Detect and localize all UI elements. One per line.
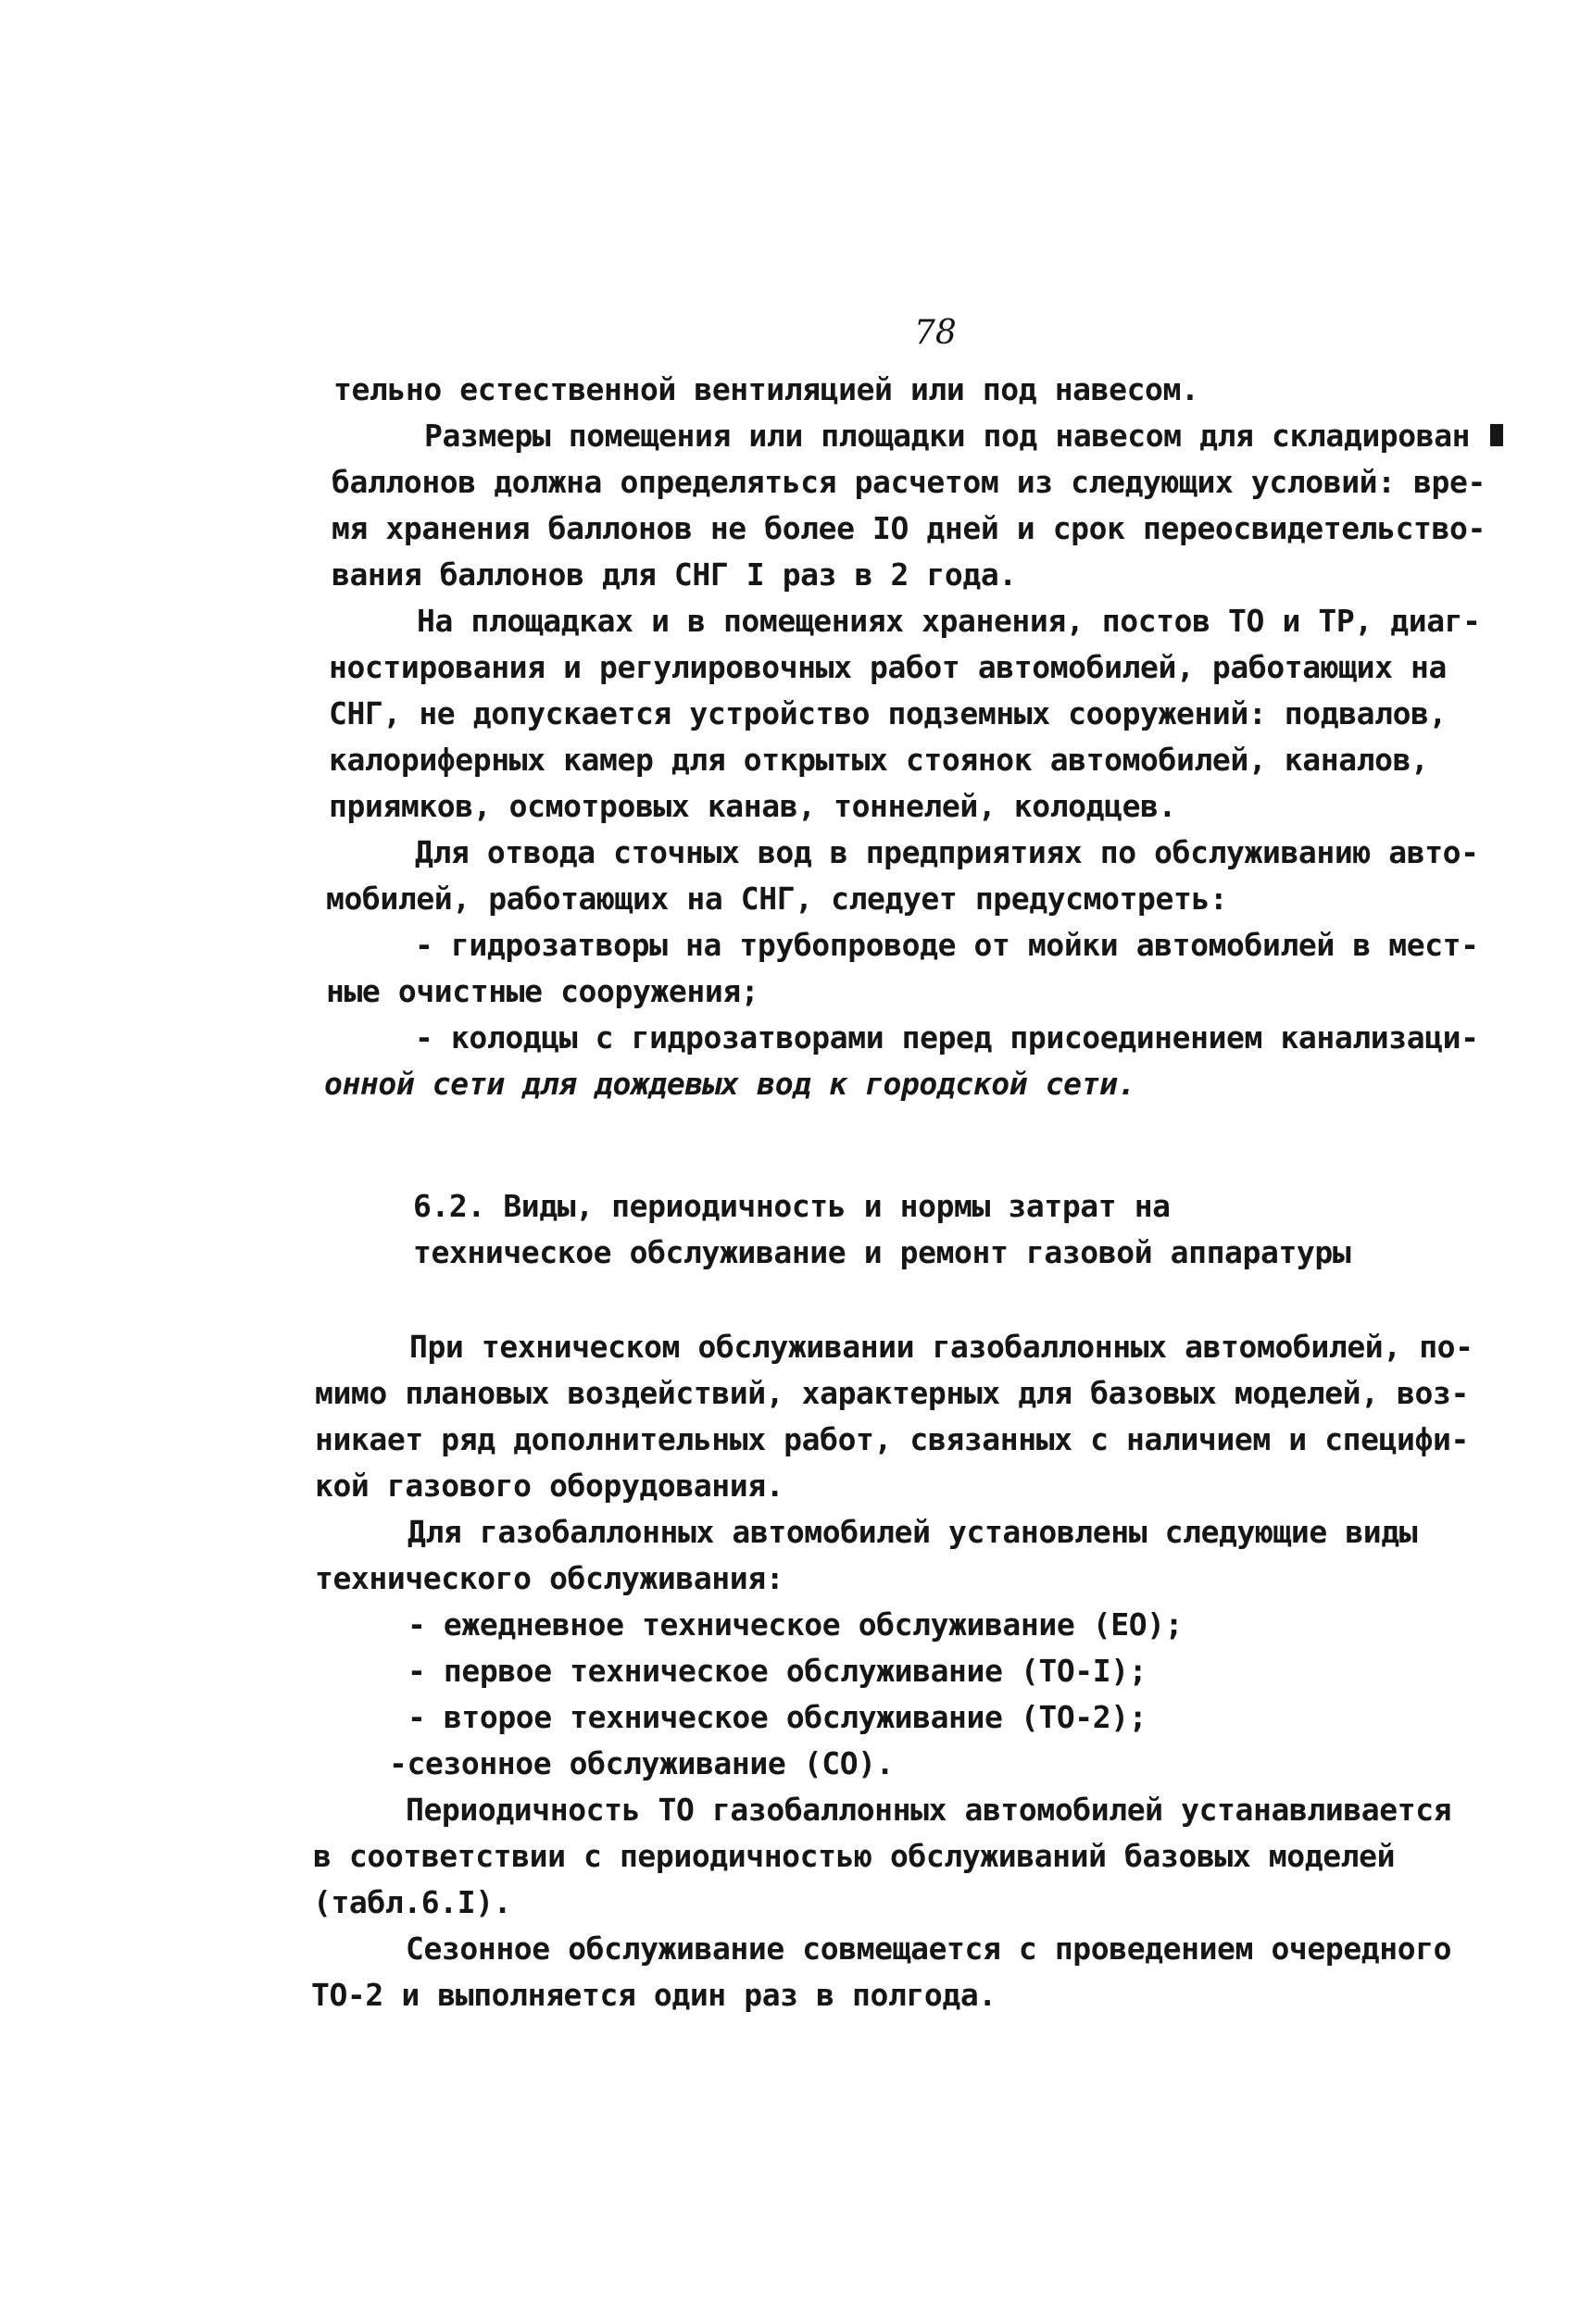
paragraph-line: При техническом обслуживании газобаллонных автомобилей, по-	[409, 1329, 1473, 1365]
paragraph-line: мобилей, работающих на СНГ, следует предусмотреть:	[326, 881, 1228, 917]
paragraph-line: ТО-2 и выполняется один раз в полгода.	[311, 1977, 997, 2013]
paragraph-line: Размеры помещения или площадки под навесом для складирован	[424, 418, 1471, 454]
section-heading: 6.2. Виды, периодичность и нормы затрат на	[413, 1188, 1171, 1224]
paragraph-line: баллонов должна определяться расчетом из следующих условий: вре-	[332, 464, 1486, 500]
paragraph-line: мя хранения баллонов не более IО дней и срок переосвидетельство-	[332, 510, 1486, 546]
paragraph-line: в соответствии с периодичностью обслуживаний базовых моделей	[313, 1838, 1396, 1874]
paragraph-line: онной сети для дождевых вод к городской сети.	[324, 1066, 1136, 1102]
paragraph-line: ностирования и регулировочных работ автомобилей, работающих на	[329, 649, 1447, 685]
paragraph-line: технического обслуживания:	[315, 1560, 784, 1596]
paragraph-line: Для газобаллонных автомобилей установлены следующие виды	[408, 1514, 1418, 1550]
paragraph-line: На площадках и в помещениях хранения, постов ТО и ТР, диаг-	[417, 603, 1481, 639]
paragraph-line: Сезонное обслуживание совмещается с проведением очередного	[406, 1930, 1452, 1967]
paragraph-line: вания баллонов для СНГ I раз в 2 года.	[332, 556, 1017, 593]
list-item: - первое техническое обслуживание (ТО-I);	[408, 1653, 1147, 1689]
paragraph-line: никает ряд дополнительных работ, связанных с наличием и специфи-	[315, 1421, 1469, 1457]
paragraph-line: приямков, осмотровых канав, тоннелей, колодцев.	[329, 788, 1176, 824]
paragraph-line: кой газового оборудования.	[315, 1468, 784, 1504]
list-item: - ежедневное техническое обслуживание (ЕО);	[408, 1606, 1184, 1643]
paragraph-line: ные очистные сооружения;	[326, 973, 759, 1009]
paragraph-line: Периодичность ТО газобаллонных автомобилей устанавливается	[406, 1792, 1452, 1828]
paragraph-line: мимо плановых воздействий, характерных для базовых моделей, воз-	[315, 1375, 1469, 1411]
paragraph-line: калориферных камер для открытых стоянок автомобилей, каналов,	[329, 742, 1429, 778]
section-heading: техническое обслуживание и ремонт газовой аппаратуры	[413, 1234, 1351, 1270]
list-item: -сезонное обслуживание (СО).	[389, 1745, 895, 1781]
paragraph-line: тельно естественной вентиляцией или под навесом.	[333, 371, 1199, 407]
list-item: - второе техническое обслуживание (ТО-2);	[408, 1699, 1147, 1735]
paragraph-line: (табл.6.I).	[313, 1884, 512, 1920]
paragraph-line: - колодцы с гидрозатворами перед присоединением канализаци-	[415, 1019, 1479, 1056]
page-number: 78	[914, 314, 957, 352]
ink-blot	[1490, 424, 1503, 446]
paragraph-line: СНГ, не допускается устройство подземных сооружений: подвалов,	[329, 695, 1447, 731]
paragraph-line: Для отвода сточных вод в предприятиях по обслуживанию авто-	[415, 834, 1479, 870]
paragraph-line: - гидрозатворы на трубопроводе от мойки автомобилей в мест-	[415, 927, 1479, 963]
